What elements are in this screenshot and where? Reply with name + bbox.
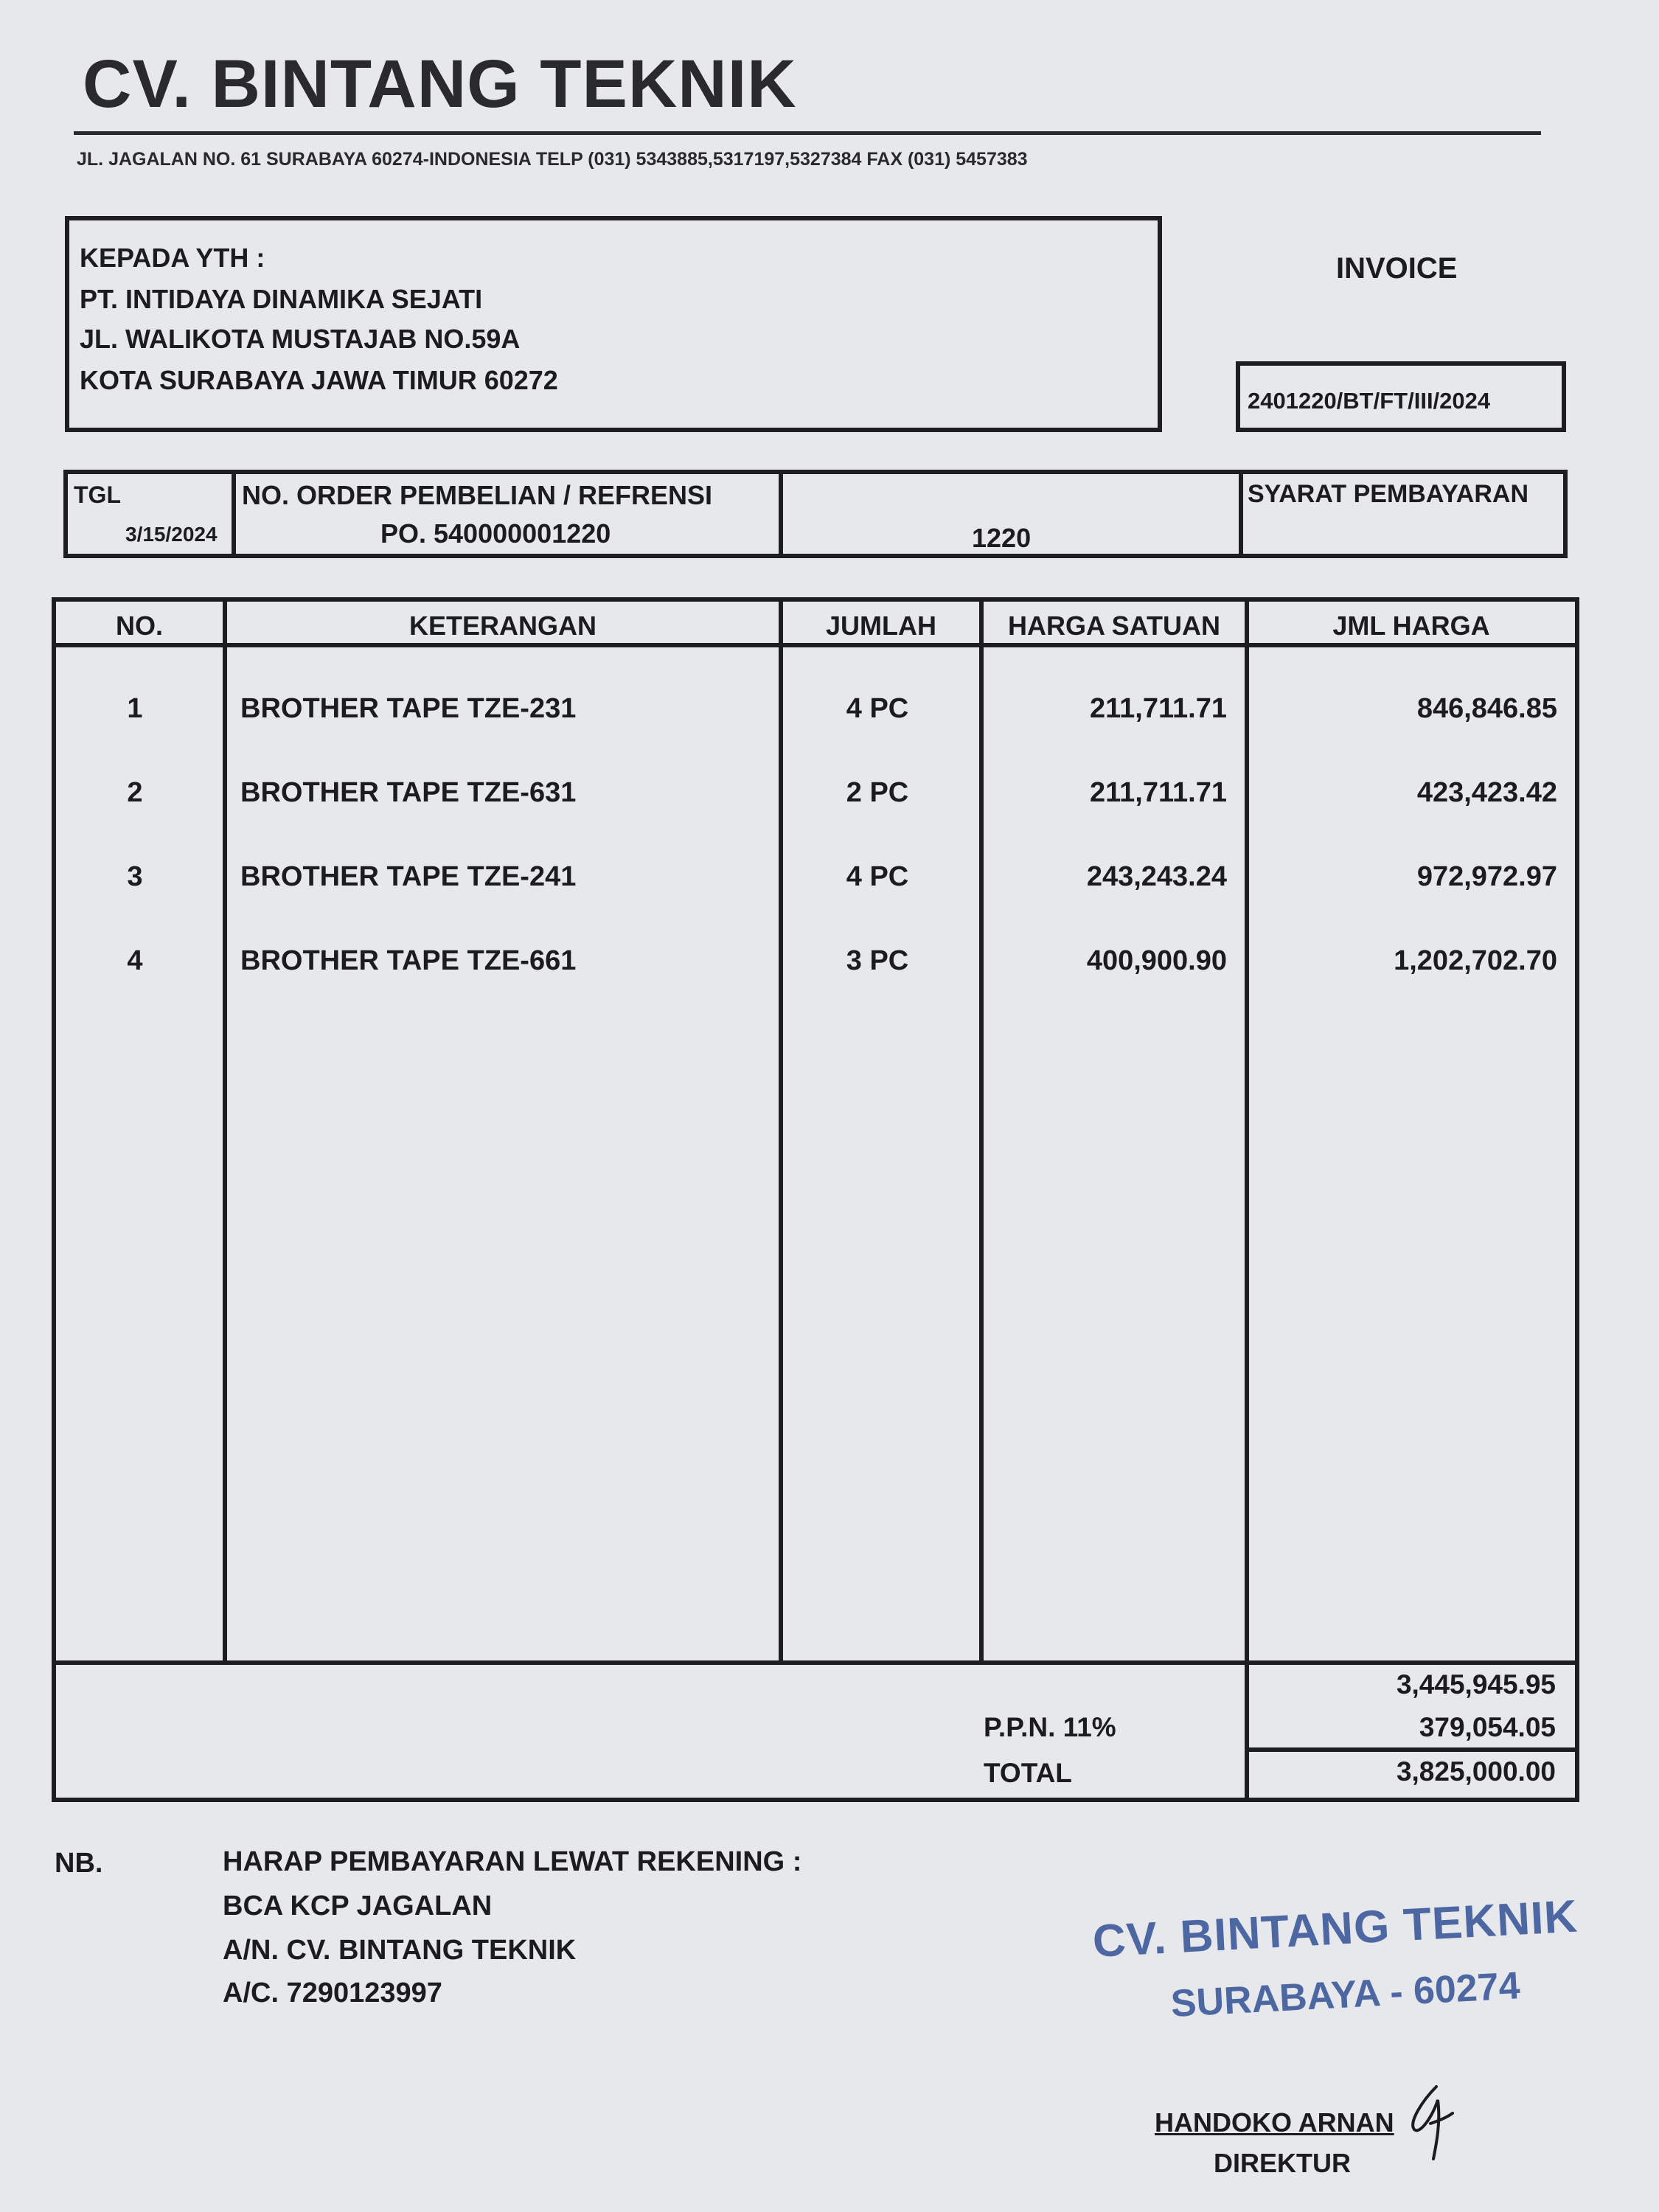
row-4-unit-price: 400,900.90 bbox=[1086, 945, 1227, 976]
ppn-value: 379,054.05 bbox=[1419, 1712, 1556, 1742]
row-1-unit-price: 211,711.71 bbox=[1090, 693, 1227, 724]
row-4-quantity: 3 PC bbox=[846, 945, 909, 976]
account-name: A/N. CV. BINTANG TEKNIK bbox=[223, 1935, 577, 1966]
po-number: PO. 540000001220 bbox=[380, 518, 611, 549]
recipient-city: KOTA SURABAYA JAWA TIMUR 60272 bbox=[80, 365, 558, 395]
signature-mark bbox=[1401, 2078, 1460, 2166]
header-no: NO. bbox=[115, 611, 163, 641]
company-name: CV. BINTANG TEKNIK bbox=[83, 46, 797, 122]
reference-number: 1220 bbox=[972, 523, 1032, 553]
row-3-amount: 972,972.97 bbox=[1416, 861, 1557, 892]
ppn-label: P.P.N. 11% bbox=[984, 1712, 1116, 1742]
signer-title: DIREKTUR bbox=[1214, 2148, 1351, 2178]
row-4-description: BROTHER TAPE TZE-661 bbox=[240, 945, 577, 976]
total-label: TOTAL bbox=[984, 1758, 1072, 1788]
recipient-name: PT. INTIDAYA DINAMIKA SEJATI bbox=[80, 284, 483, 314]
company-stamp-name: CV. BINTANG TEKNIK bbox=[1091, 1891, 1579, 1967]
row-3-unit-price: 243,243.24 bbox=[1086, 861, 1227, 892]
note-label: NB. bbox=[55, 1848, 103, 1879]
date-value: 3/15/2024 bbox=[125, 523, 218, 546]
subtotal-value: 3,445,945.95 bbox=[1396, 1669, 1556, 1700]
row-1-description: BROTHER TAPE TZE-231 bbox=[240, 693, 577, 724]
po-label: NO. ORDER PEMBELIAN / REFRENSI bbox=[242, 480, 713, 510]
row-3-description: BROTHER TAPE TZE-241 bbox=[240, 861, 577, 892]
date-label: TGL bbox=[74, 481, 121, 508]
invoice-number-box bbox=[1236, 361, 1566, 432]
row-3-quantity: 4 PC bbox=[846, 861, 909, 892]
invoice-number: 2401220/BT/FT/III/2024 bbox=[1248, 388, 1491, 414]
total-value: 3,825,000.00 bbox=[1396, 1756, 1556, 1787]
payment-terms-label: SYARAT PEMBAYARAN bbox=[1248, 480, 1529, 508]
recipient-heading: KEPADA YTH : bbox=[80, 243, 265, 273]
row-3-no: 3 bbox=[127, 861, 143, 892]
company-address: JL. JAGALAN NO. 61 SURABAYA 60274-INDONESIA TELP (031) 5343885,5317197,5327384 FAX (031) 5457383 bbox=[77, 149, 1028, 170]
row-1-no: 1 bbox=[127, 693, 143, 724]
company-stamp-city: SURABAYA - 60274 bbox=[1169, 1964, 1521, 2025]
recipient-box bbox=[65, 216, 1162, 432]
header-quantity: JUMLAH bbox=[826, 611, 936, 641]
signer-name: HANDOKO ARNAN bbox=[1155, 2107, 1394, 2138]
row-1-amount: 846,846.85 bbox=[1416, 693, 1557, 724]
note-instruction: HARAP PEMBAYARAN LEWAT REKENING : bbox=[223, 1846, 802, 1877]
header-amount: JML HARGA bbox=[1332, 611, 1490, 641]
order-meta-box bbox=[63, 470, 1568, 558]
row-1-quantity: 4 PC bbox=[846, 693, 909, 724]
row-4-amount: 1,202,702.70 bbox=[1394, 945, 1557, 976]
recipient-street: JL. WALIKOTA MUSTAJAB NO.59A bbox=[80, 324, 521, 354]
row-4-no: 4 bbox=[127, 945, 143, 976]
header-divider bbox=[74, 131, 1541, 135]
row-2-unit-price: 211,711.71 bbox=[1090, 777, 1227, 808]
header-unit-price: HARGA SATUAN bbox=[1008, 611, 1220, 641]
account-number: A/C. 7290123997 bbox=[223, 1978, 442, 2008]
header-description: KETERANGAN bbox=[408, 611, 597, 641]
items-table bbox=[52, 597, 1579, 1802]
row-2-no: 2 bbox=[127, 777, 143, 808]
invoice-title: INVOICE bbox=[1336, 252, 1458, 285]
row-2-amount: 423,423.42 bbox=[1416, 777, 1557, 808]
bank-name: BCA KCP JAGALAN bbox=[223, 1891, 493, 1921]
row-2-quantity: 2 PC bbox=[846, 777, 909, 808]
row-2-description: BROTHER TAPE TZE-631 bbox=[240, 777, 577, 808]
